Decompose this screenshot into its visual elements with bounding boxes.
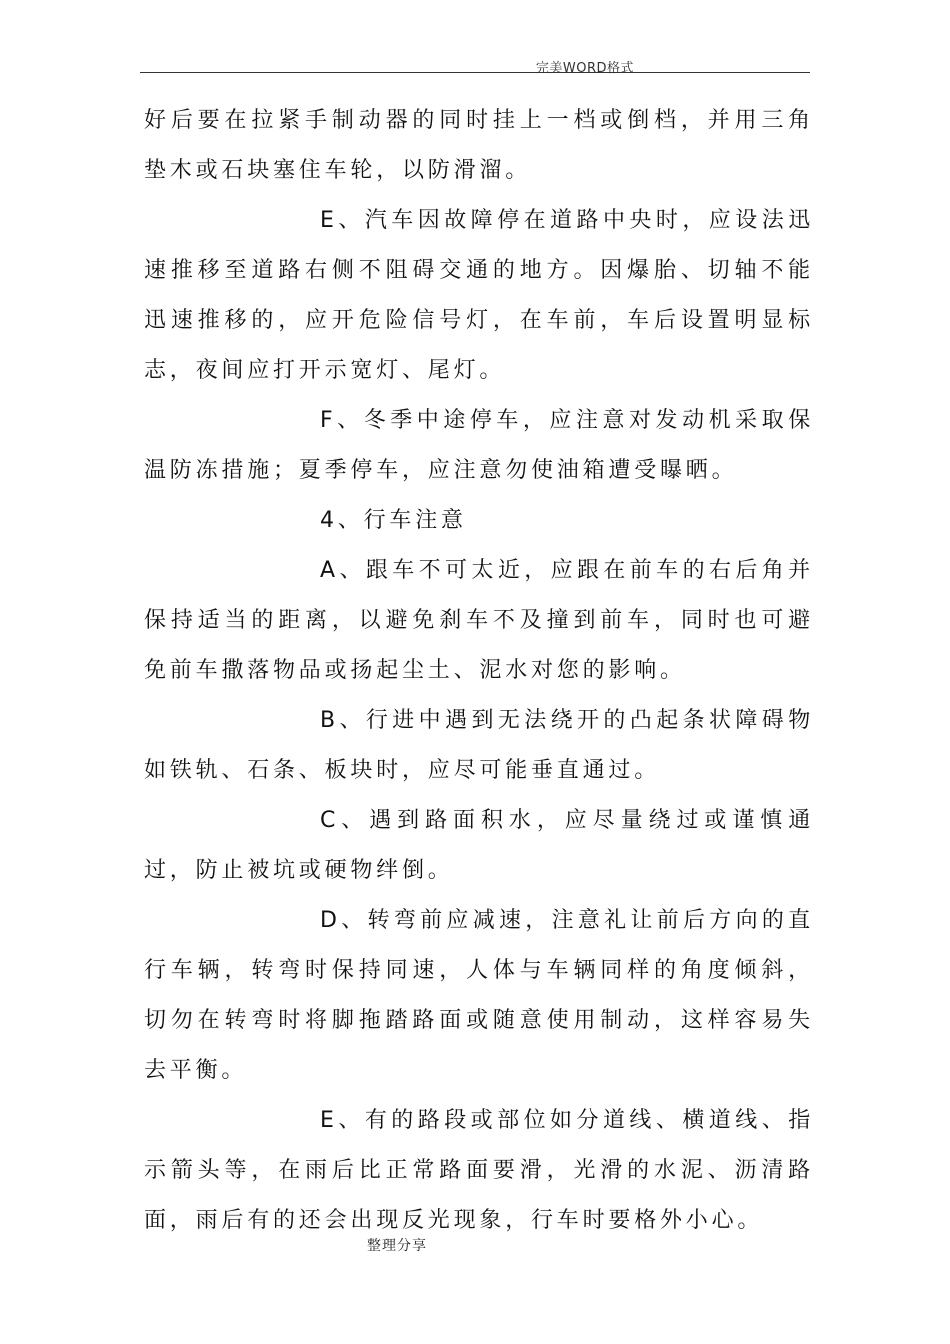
- paragraph-e-slippery-markings: E、有的路段或部位如分道线、横道线、指示箭头等，在雨后比正常路面要滑，光滑的水泥、沥清路面，雨后有的还会出现反光现象，行车时要格外小心。: [144, 1108, 814, 1233]
- paragraph-continuation: 好后要在拉紧手制动器的同时挂上一档或倒档，并用三角垫木或石块塞住车轮，以防滑溜。: [144, 108, 814, 183]
- page-header-title: 完美WORD格式: [535, 61, 634, 76]
- document-body: [144, 96, 814, 1246]
- section-heading-driving-notes: 4、行车注意: [320, 508, 467, 533]
- paragraph-b-obstacles: B、行进中遇到无法绕开的凸起条状障碍物如铁轨、石条、板块时，应尽可能垂直通过。: [144, 708, 814, 783]
- paragraph-c-standing-water: C、遇到路面积水，应尽量绕过或谨慎通过，防止被坑或硬物绊倒。: [144, 808, 814, 883]
- paragraph-a-following-distance: A、跟车不可太近，应跟在前车的右后角并保持适当的距离，以避免刹车不及撞到前车，同时也可避免前车撒落物品或扬起尘土、泥水对您的影响。: [144, 558, 814, 683]
- paragraph-e-breakdown-stop: E、汽车因故障停在道路中央时，应设法迅速推移至道路右侧不阻碍交通的地方。因爆胎、切轴不能迅速推移的，应开危险信号灯，在车前，车后设置明显标志，夜间应打开示宽灯、尾灯。: [144, 208, 814, 383]
- header-divider: [140, 72, 810, 73]
- paragraph-d-turning: D、转弯前应减速，注意礼让前后方向的直行车辆，转弯时保持同速，人体与车辆同样的角度倾斜，切勿在转弯时将脚拖踏路面或随意使用制动，这样容易失去平衡。: [144, 908, 814, 1083]
- page-footer-text: 整理分享: [367, 1238, 427, 1254]
- paragraph-f-seasonal-parking: F、冬季中途停车，应注意对发动机采取保温防冻措施；夏季停车，应注意勿使油箱遭受曝晒。: [144, 408, 814, 483]
